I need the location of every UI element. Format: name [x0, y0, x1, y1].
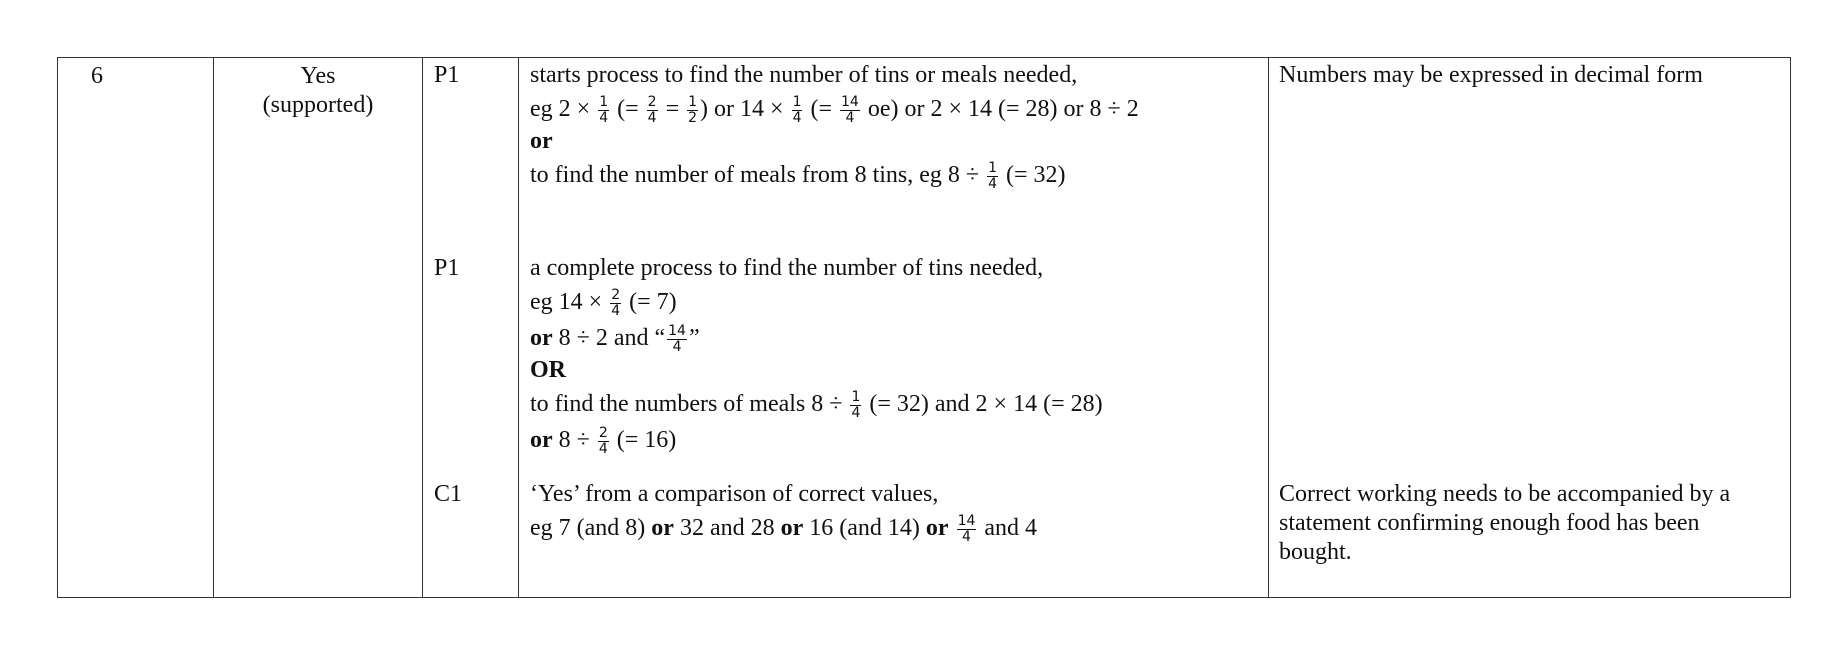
working-line: to find the numbers of meals 8 ÷ $\frac{1}{4}$ (= 32) and 2 × 14 (= 28): [530, 388, 1103, 421]
working-cell: [519, 58, 1269, 598]
table-row: [58, 58, 1791, 598]
working-line: starts process to find the number of tins or meals needed,: [530, 62, 1078, 88]
fraction: $\frac{2}{4}$: [598, 424, 608, 457]
mark-scheme-sheet: [57, 57, 1790, 596]
mark-scheme-table: [57, 57, 1791, 598]
answer-cell: [214, 58, 423, 598]
question-number-cell: [58, 58, 214, 598]
working-line: a complete process to find the number of tins needed,: [530, 255, 1044, 281]
note-2: [1279, 480, 1779, 567]
answer-line-1: Yes: [300, 63, 336, 89]
working-line: ‘Yes’ from a comparison of correct values,: [530, 481, 939, 507]
fraction: $\frac{2}{4}$: [611, 286, 621, 319]
fraction: $\frac{1}{4}$: [988, 159, 998, 192]
fraction: $\frac{1}{2}$: [688, 93, 698, 126]
note-1: Numbers may be expressed in decimal form: [1279, 62, 1703, 88]
fraction: $\frac{1}{4}$: [792, 93, 802, 126]
notes-cell: [1269, 58, 1791, 598]
fraction: $\frac{1}{4}$: [599, 93, 609, 126]
question-number: 6: [91, 63, 103, 89]
working-line: eg 7 (and 8) or 32 and 28 or 16 (and 14) or $\frac{14}{4}$ and 4: [530, 512, 1038, 545]
working-block-1: [530, 61, 1260, 193]
working-block-2: [530, 254, 1260, 458]
working-line: OR: [530, 357, 566, 383]
working-line: to find the number of meals from 8 tins, eg 8 ÷ $\frac{1}{4}$ (= 32): [530, 159, 1066, 192]
note-line: bought.: [1279, 539, 1352, 565]
working-line: or: [530, 128, 553, 154]
working-line: or 8 ÷ $\frac{2}{4}$ (= 16): [530, 424, 677, 457]
answer: [214, 58, 422, 120]
fraction: $\frac{14}{4}$: [668, 322, 686, 355]
working-line: eg 14 × $\frac{2}{4}$ (= 7): [530, 286, 677, 319]
mark-code-2: P1: [434, 255, 460, 281]
working-block-3: [530, 480, 1260, 546]
working-line: eg 2 × $\frac{1}{4}$ (= $\frac{2}{4}$ = $\frac{1}{2}$ ) or 14 × $\frac{1}{4}$ (= $\frac{14}{4}$ oe) or 2 × 14 (= 28) or 8 ÷ 2: [530, 93, 1139, 126]
mark-code-1: P1: [434, 62, 460, 88]
fraction: $\frac{14}{4}$: [957, 512, 976, 545]
mark-code-3: C1: [434, 481, 463, 507]
note-line: statement confirming enough food has been: [1279, 510, 1700, 536]
note-line: Correct working needs to be accompanied by a: [1279, 481, 1731, 507]
fraction: $\frac{14}{4}$: [841, 93, 859, 126]
fraction: $\frac{1}{4}$: [851, 388, 861, 421]
answer-line-2: (supported): [262, 92, 374, 118]
working-line: or 8 ÷ 2 and “ $\frac{14}{4}$ ”: [530, 322, 700, 355]
mark-code-cell: [423, 58, 519, 598]
fraction: $\frac{2}{4}$: [647, 93, 657, 126]
